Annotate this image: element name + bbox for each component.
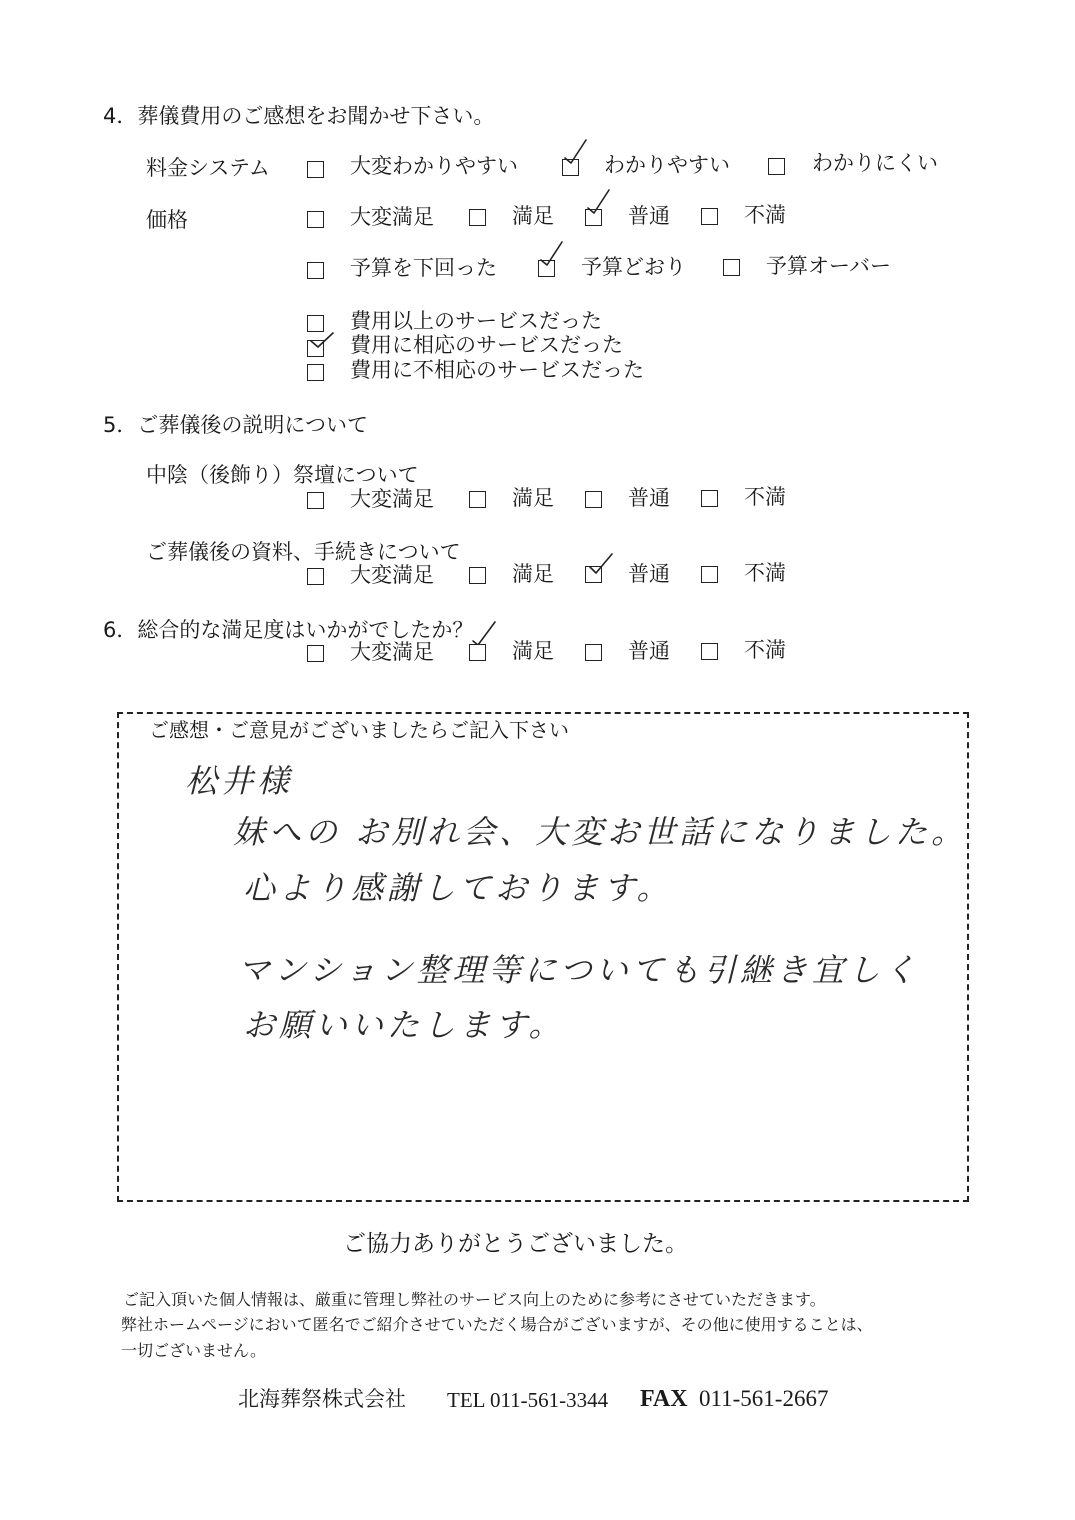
altar-label: 中陰（後飾り）祭壇について bbox=[146, 463, 419, 487]
option-docs-dissatisfied: 不満 bbox=[744, 561, 786, 585]
checkbox-price-dissatisfied[interactable] bbox=[701, 208, 718, 225]
checkbox-over-budget[interactable] bbox=[723, 259, 740, 276]
option-altar-dissatisfied: 不満 bbox=[744, 485, 786, 509]
checkbox-overall-satisfied[interactable] bbox=[469, 644, 486, 661]
option-overall-satisfied: 満足 bbox=[512, 639, 554, 663]
checkmark-icon bbox=[562, 138, 588, 164]
option-service-below-cost: 費用に不相応のサービスだった bbox=[350, 358, 644, 382]
option-overall-dissatisfied: 不満 bbox=[744, 638, 786, 662]
thanks-message: ご協力ありがとうございました。 bbox=[343, 1231, 688, 1257]
pricing-system-label: 料金システム bbox=[146, 156, 270, 180]
handwritten-line: 心より感謝しております。 bbox=[243, 869, 673, 907]
handwritten-line: 松井様 bbox=[185, 762, 294, 800]
checkbox-under-budget[interactable] bbox=[307, 262, 324, 279]
handwritten-line: 妹への お別れ会、大変お世話になりました。 bbox=[233, 813, 968, 851]
option-system-clear: わかりやすい bbox=[604, 153, 730, 177]
checkmark-icon bbox=[538, 240, 564, 266]
option-docs-average: 普通 bbox=[628, 562, 670, 586]
option-service-matches-cost: 費用に相応のサービスだった bbox=[350, 333, 623, 357]
privacy-line: 一切ございません。 bbox=[121, 1341, 266, 1360]
checkbox-altar-average[interactable] bbox=[585, 491, 602, 508]
checkbox-system-very-clear[interactable] bbox=[307, 161, 324, 178]
option-price-average: 普通 bbox=[628, 204, 670, 228]
option-price-dissatisfied: 不満 bbox=[744, 203, 786, 227]
option-overall-average: 普通 bbox=[628, 639, 670, 663]
price-label: 価格 bbox=[146, 208, 188, 232]
option-system-unclear: わかりにくい bbox=[812, 151, 938, 175]
checkmark-icon bbox=[308, 325, 334, 351]
checkbox-overall-dissatisfied[interactable] bbox=[701, 643, 718, 660]
option-price-satisfied: 満足 bbox=[512, 204, 554, 228]
fax-number: 011-561-2667 bbox=[699, 1386, 829, 1411]
q4-title: 4．葬儀費用のご感想をお聞かせ下さい。 bbox=[103, 104, 495, 128]
option-under-budget: 予算を下回った bbox=[350, 256, 497, 280]
option-on-budget: 予算どおり bbox=[581, 255, 686, 279]
company-name: 北海葬祭株式会社 bbox=[238, 1387, 406, 1411]
option-altar-average: 普通 bbox=[628, 486, 670, 510]
q6-title: 6．総合的な満足度はいかがでしたか？ bbox=[103, 618, 474, 642]
option-over-budget: 予算オーバー bbox=[766, 254, 891, 278]
option-price-very-satisfied: 大変満足 bbox=[350, 205, 434, 229]
checkbox-overall-very-satisfied[interactable] bbox=[307, 645, 324, 662]
docs-label: ご葬儀後の資料、手続きについて bbox=[146, 540, 461, 564]
checkmark-icon bbox=[470, 619, 496, 645]
checkbox-price-satisfied[interactable] bbox=[469, 209, 486, 226]
checkmark-icon bbox=[587, 550, 613, 576]
fax-label: FAX bbox=[640, 1386, 688, 1412]
q5-title: 5．ご葬儀後の説明について bbox=[103, 413, 368, 437]
handwritten-line: マンション整理等についても引継き宜しく bbox=[238, 951, 920, 989]
option-system-very-clear: 大変わかりやすい bbox=[350, 154, 518, 178]
checkbox-docs-satisfied[interactable] bbox=[469, 567, 486, 584]
option-service-above-cost: 費用以上のサービスだった bbox=[350, 309, 602, 333]
privacy-line: ご記入頂いた個人情報は、厳重に管理し弊社のサービス向上のために参考にさせていただきます。 bbox=[123, 1290, 826, 1309]
option-altar-satisfied: 満足 bbox=[512, 486, 554, 510]
checkbox-docs-very-satisfied[interactable] bbox=[307, 568, 324, 585]
handwritten-line: お願いいたします。 bbox=[243, 1006, 565, 1044]
option-overall-very-satisfied: 大変満足 bbox=[350, 640, 434, 664]
checkbox-system-unclear[interactable] bbox=[768, 158, 785, 175]
checkbox-price-very-satisfied[interactable] bbox=[307, 211, 324, 228]
checkbox-docs-dissatisfied[interactable] bbox=[701, 566, 718, 583]
comment-heading: ご感想・ご意見がございましたらご記入下さい bbox=[145, 720, 573, 740]
option-altar-very-satisfied: 大変満足 bbox=[350, 487, 434, 511]
checkbox-overall-average[interactable] bbox=[585, 644, 602, 661]
option-docs-very-satisfied: 大変満足 bbox=[350, 563, 434, 587]
checkmark-icon bbox=[585, 188, 611, 214]
option-docs-satisfied: 満足 bbox=[512, 562, 554, 586]
checkbox-altar-dissatisfied[interactable] bbox=[701, 490, 718, 507]
phone-number: TEL 011-561-3344 bbox=[447, 1388, 609, 1412]
checkbox-service-below-cost[interactable] bbox=[307, 364, 324, 381]
checkbox-altar-satisfied[interactable] bbox=[469, 491, 486, 508]
privacy-line: 弊社ホームページにおいて匿名でご紹介させていただく場合がございますが、その他に使用することは、 bbox=[121, 1315, 873, 1334]
checkbox-altar-very-satisfied[interactable] bbox=[307, 492, 324, 509]
